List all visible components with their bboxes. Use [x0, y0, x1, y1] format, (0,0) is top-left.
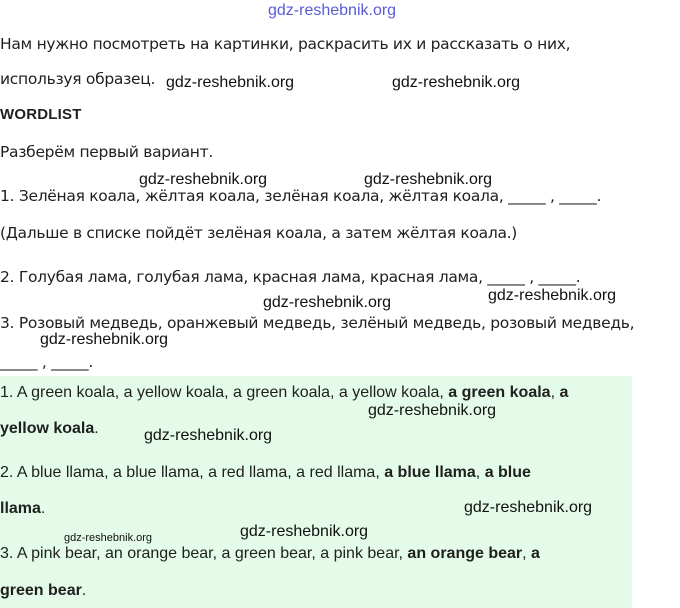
watermark-top: gdz-reshebnik.org	[268, 2, 397, 19]
answer-3-end: .	[81, 582, 87, 599]
answer-2-bold-2b: llama	[0, 500, 41, 517]
task-3-line-2: _____ , _____.	[0, 353, 94, 371]
watermark: gdz-reshebnik.org	[166, 74, 295, 91]
answer-box	[0, 376, 632, 608]
answer-2-plain: 2. A blue llama, a blue llama, a red llama, a red llama,	[0, 464, 385, 481]
intro-line-1: Нам нужно посмотреть на картинки, раскрасить их и рассказать о них,	[0, 35, 571, 53]
watermark: gdz-reshebnik.org	[144, 427, 273, 444]
watermark: gdz-reshebnik.org	[488, 287, 617, 304]
task-1: 1. Зелёная коала, жёлтая коала, зелёная коала, жёлтая коала, _____ , _____.	[0, 187, 602, 205]
intro-line-2: используя образец.	[0, 70, 156, 88]
answer-2-bold-2a: a blue	[484, 464, 531, 481]
answer-2-line-2	[0, 500, 45, 518]
task-2: 2. Голубая лама, голубая лама, красная лама, красная лама, _____ , _____.	[0, 268, 581, 286]
watermark: gdz-reshebnik.org	[40, 331, 169, 348]
answer-3-line-2	[0, 582, 86, 600]
answer-3-bold-2b: green bear	[0, 582, 82, 599]
watermark: gdz-reshebnik.org	[263, 294, 392, 311]
watermark: gdz-reshebnik.org	[464, 499, 593, 516]
section-heading: WORDLIST	[0, 106, 82, 123]
answer-1-end: .	[94, 420, 99, 437]
task-3-line-1: 3. Розовый медведь, оранжевый медведь, зелёный медведь, розовый медведь,	[0, 314, 635, 332]
answer-2-bold-1: a blue llama	[384, 464, 476, 481]
answer-1-bold-2b: yellow koala	[0, 420, 95, 437]
answer-1-bold-1: a green koala	[448, 384, 551, 401]
answer-1-bold-2a: a	[559, 384, 569, 401]
answer-3-bold-1: an orange bear	[407, 545, 523, 562]
answer-2-separator: ,	[475, 464, 485, 481]
first-variant-text: Разберём первый вариант.	[0, 143, 213, 161]
answer-2-end: .	[40, 500, 46, 517]
watermark: gdz-reshebnik.org	[139, 171, 268, 188]
task-1-note: (Дальше в списке пойдёт зелёная коала, а затем жёлтая коала.)	[0, 224, 518, 242]
answer-3-bold-2a: a	[531, 545, 540, 562]
answer-3-plain: 3. A pink bear, an orange bear, a green bear, a pink bear,	[0, 545, 408, 562]
answer-1-line-2	[0, 420, 99, 438]
answer-2-line-1	[0, 464, 531, 482]
watermark: gdz-reshebnik.org	[368, 402, 497, 419]
watermark: gdz-reshebnik.org	[364, 171, 493, 188]
answer-3-line-1	[0, 545, 540, 563]
answer-1-plain: 1. A green koala, a yellow koala, a green koala, a yellow koala,	[0, 384, 449, 401]
answer-1-separator: ,	[550, 384, 560, 401]
watermark: gdz-reshebnik.org	[392, 74, 521, 91]
watermark: gdz-reshebnik.org	[240, 523, 369, 540]
answer-1-line-1	[0, 384, 568, 402]
answer-3-separator: ,	[522, 545, 532, 562]
watermark-small: gdz-reshebnik.org	[64, 532, 153, 544]
